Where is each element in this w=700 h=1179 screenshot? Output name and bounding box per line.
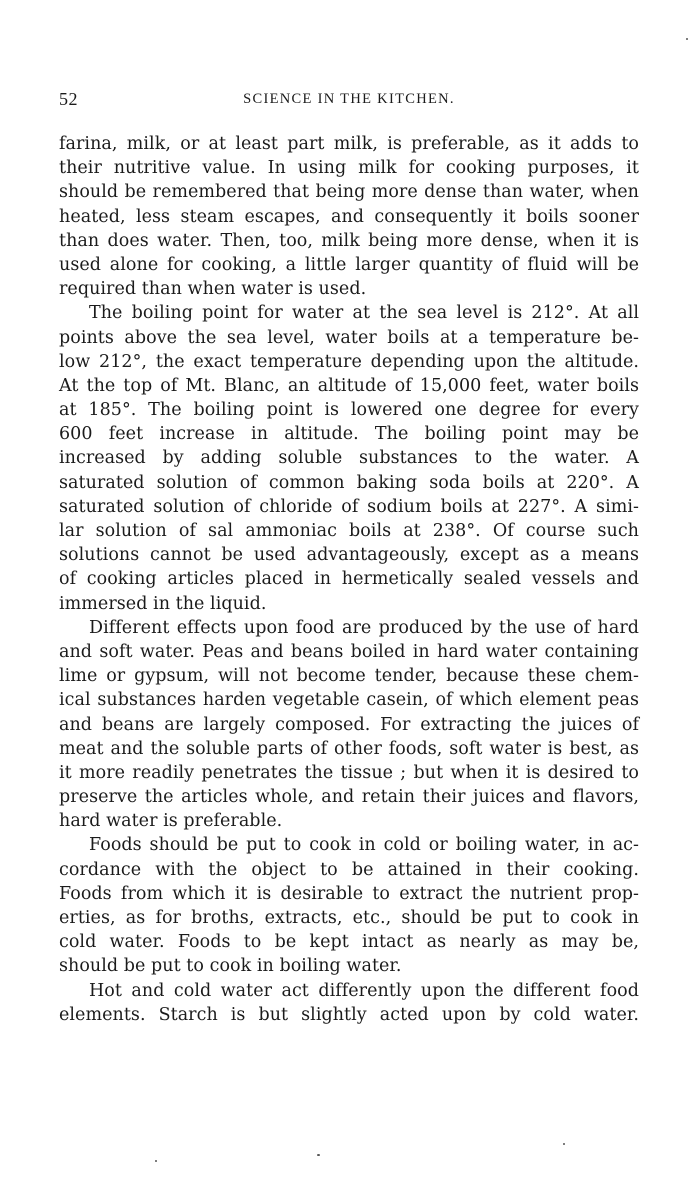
text-line: saturated solution of chloride of sodium boils at 227°. A simi- [59,496,639,517]
scan-speck [686,38,688,40]
text-line: than does water. Then, too, milk being more dense, when it is [59,230,639,251]
text-line: used alone for cooking, a little larger quantity of fluid will be [59,254,639,275]
text-line: required than when water is used. [59,279,367,300]
text-line: their nutritive value. In using milk for cooking purposes, it [59,158,639,179]
body-text [59,132,639,1027]
text-line: solutions cannot be used advantageously, except as a means [59,545,639,566]
scan-speck [563,1143,565,1145]
running-head-title: SCIENCE IN THE KITCHEN. [243,91,455,107]
text-line: immersed in the liquid. [59,593,267,614]
text-line: preserve the articles whole, and retain their juices and flavors, [59,787,639,808]
text-line: and beans are largely composed. For extracting the juices of [59,714,639,735]
text-line: Different effects upon food are produced by the use of hard [89,617,639,638]
scan-speck [155,1160,157,1162]
paragraph [59,616,639,834]
scan-speck [317,1154,320,1156]
text-line: lar solution of sal ammoniac boils at 238°. Of course such [59,521,639,541]
text-line: heated, less steam escapes, and consequently it boils sooner [59,206,639,227]
text-line: cold water. Foods to be kept intact as nearly as may be, [59,932,639,953]
running-head [59,89,639,115]
text-line: should be put to cook in boiling water. [59,956,402,977]
text-line: ical substances harden vegetable casein, of which element peas [59,690,639,711]
text-line: erties, as for broths, extracts, etc., should be put to cook in [59,908,639,928]
page-number: 52 [59,89,78,109]
text-line: increased by adding soluble substances to the water. A [59,448,639,469]
text-line: farina, milk, or at least part milk, is preferable, as it adds to [59,134,639,154]
text-line: should be remembered that being more dense than water, when [59,182,639,203]
text-line: points above the sea level, water boils at a temperature be- [59,327,639,348]
text-line: Foods from which it is desirable to extract the nutrient prop- [59,883,639,904]
text-line: meat and the soluble parts of other foods, soft water is best, as [59,738,639,759]
text-line: hard water is preferable. [59,811,283,832]
text-line: at 185°. The boiling point is lowered one degree for every [59,400,639,421]
text-line: low 212°, the exact temperature depending upon the altitude. [59,351,639,372]
text-line: lime or gypsum, will not become tender, because these chem- [59,666,639,687]
text-line: cordance with the object to be attained in their cooking. [59,859,639,880]
paragraph [59,301,639,615]
text-line: it more readily penetrates the tissue ; but when it is desired to [59,762,639,783]
text-line: and soft water. Peas and beans boiled in hard water containing [59,641,639,662]
paragraph [59,833,639,978]
paragraph [59,979,639,1027]
text-line: Foods should be put to cook in cold or boiling water, in ac- [89,835,639,856]
text-line: The boiling point for water at the sea level is 212°. At all [89,303,639,324]
text-line: 600 feet increase in altitude. The boiling point may be [59,424,639,445]
text-line: Hot and cold water act differently upon the different food [89,980,639,1001]
text-line: At the top of Mt. Blanc, an altitude of 15,000 feet, water boils [59,375,639,396]
text-line: saturated solution of common baking soda boils at 220°. A [59,472,639,493]
paragraph [59,132,639,301]
text-line: of cooking articles placed in hermetically sealed vessels and [59,569,639,590]
text-line: elements. Starch is but slightly acted upon by cold water. [59,1004,639,1025]
